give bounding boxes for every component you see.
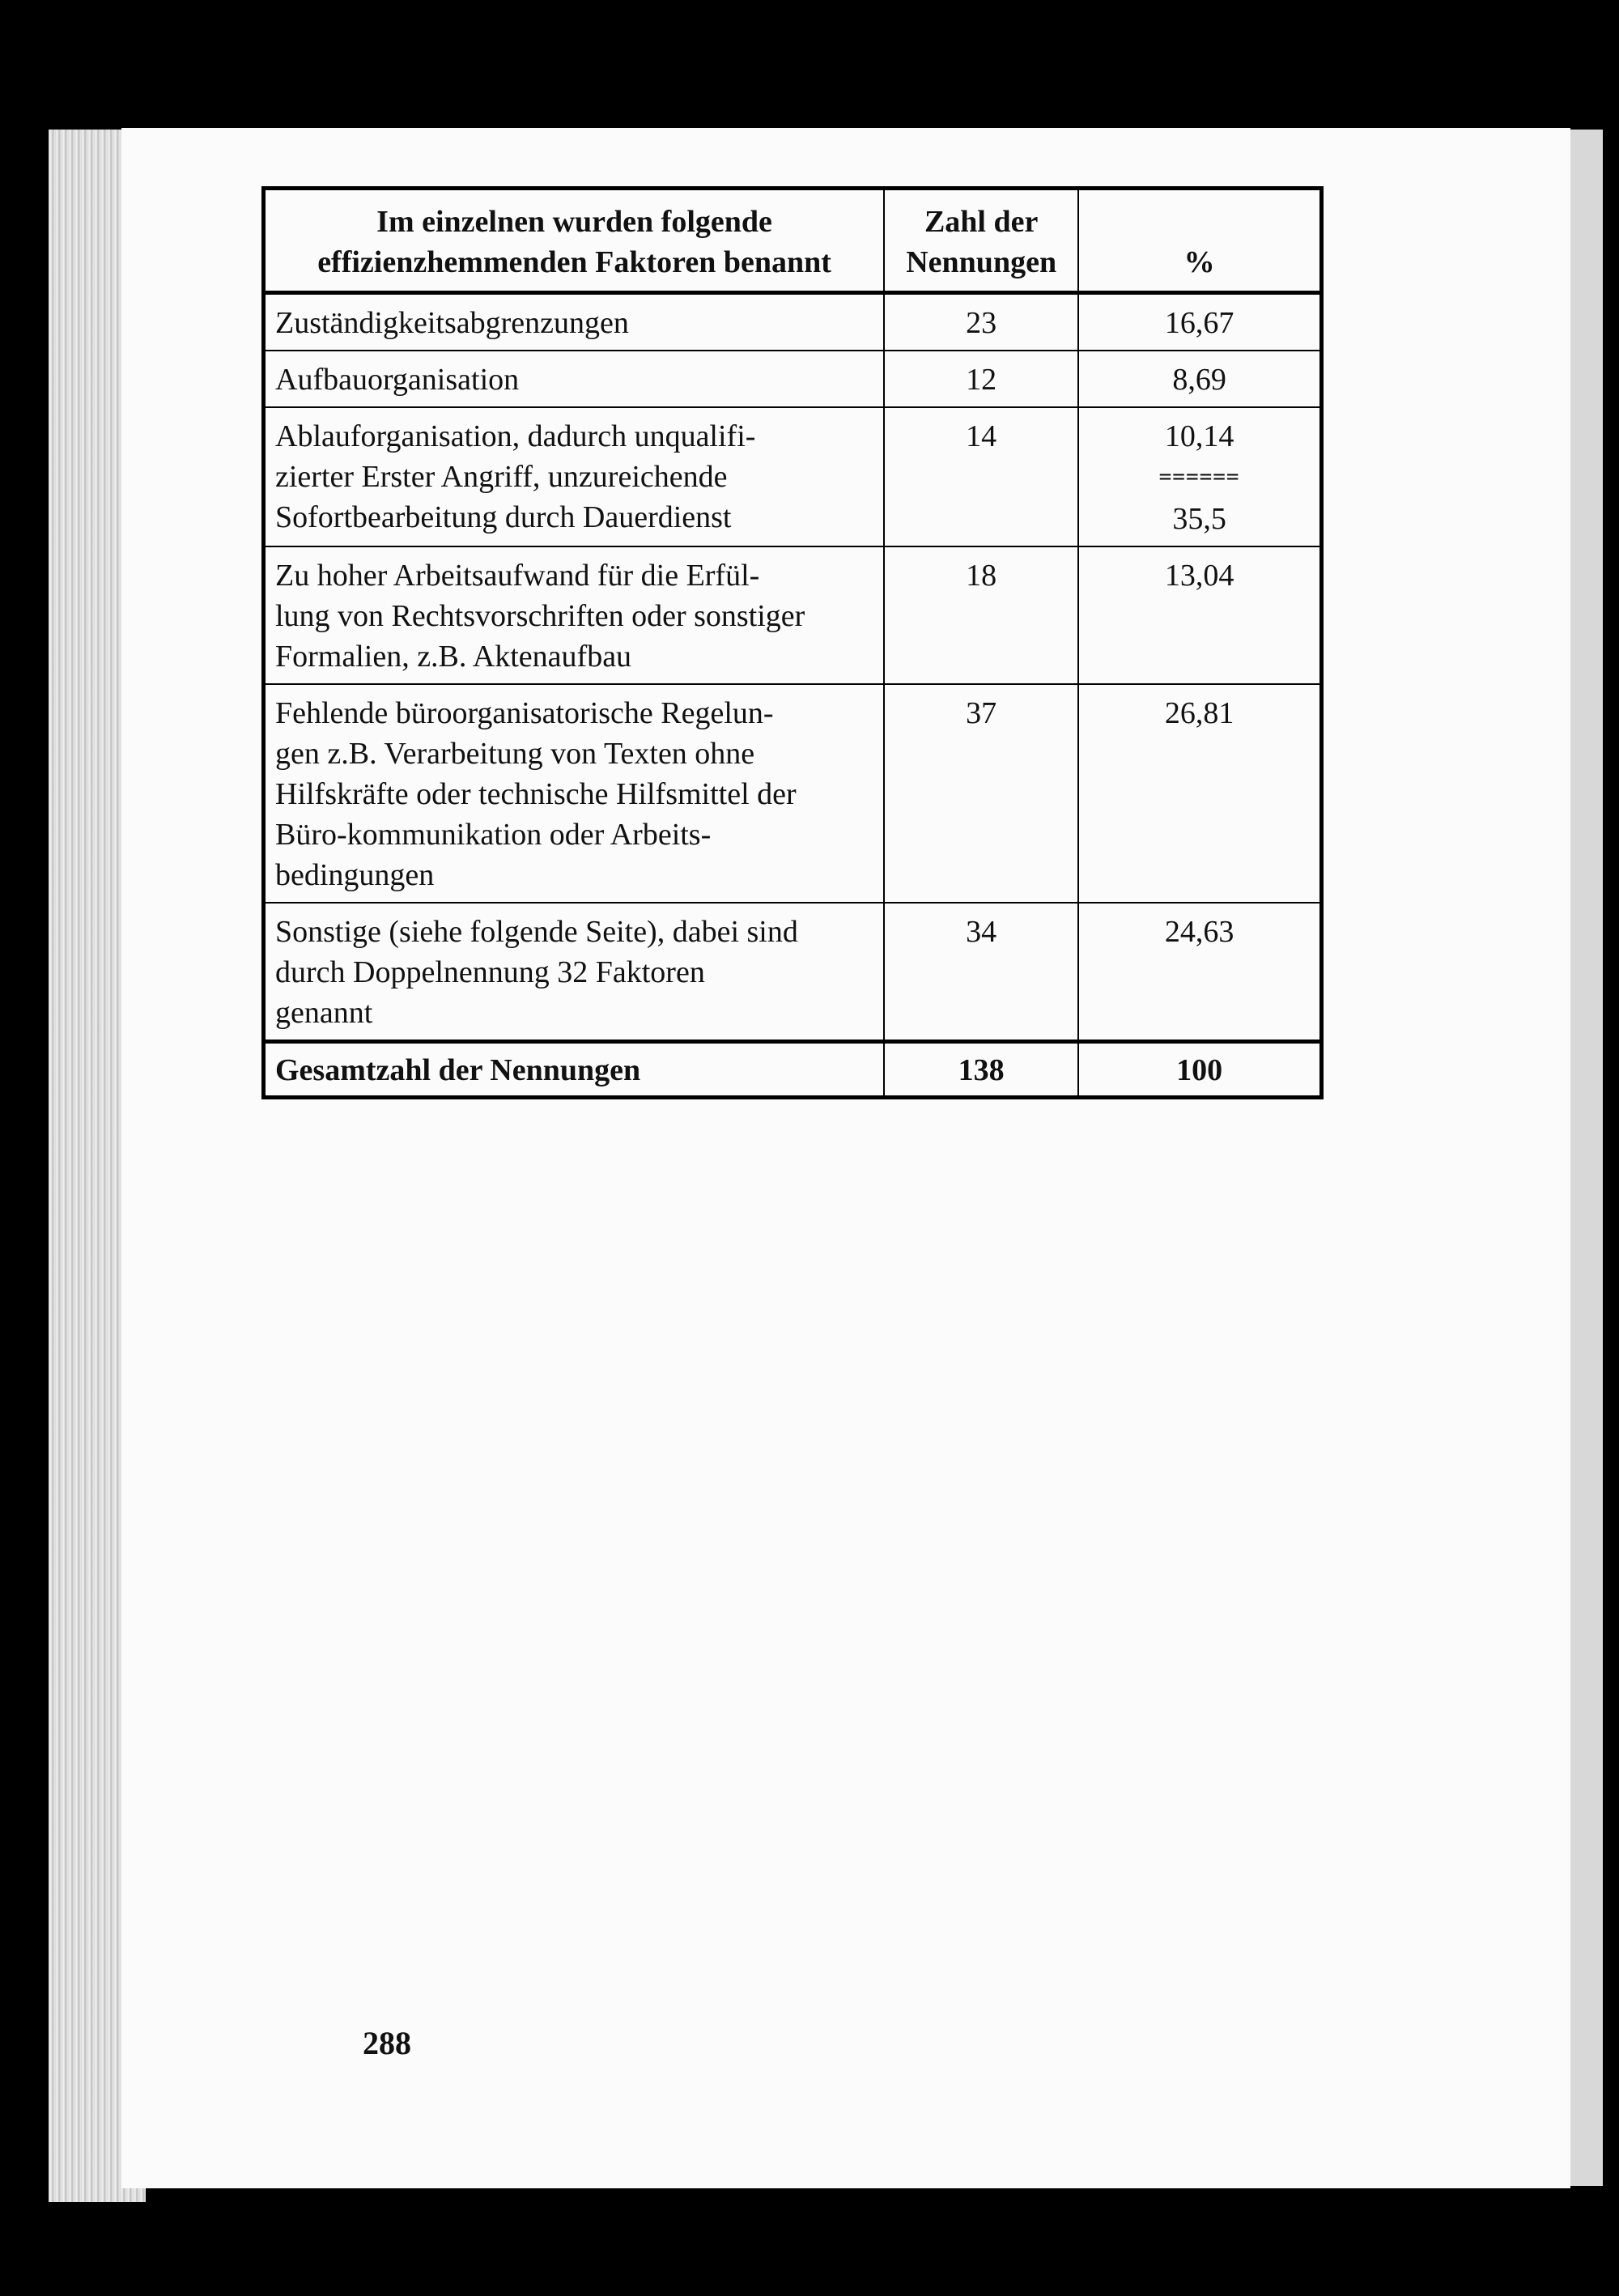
table-row (264, 903, 1322, 1042)
row-count: 12 (884, 351, 1078, 407)
header-percent: % (1078, 189, 1321, 293)
table-row (264, 293, 1322, 351)
total-count: 138 (884, 1042, 1078, 1098)
percent-value: 10,14 (1164, 419, 1234, 453)
row-description: Zuständigkeitsabgrenzungen (264, 293, 885, 351)
row-percent: 26,81 (1078, 684, 1321, 903)
header-description: Im einzelnen wurden folgende effizienzhemmenden Faktoren benannt (264, 189, 885, 293)
table-total-row (264, 1042, 1322, 1098)
factors-table (261, 186, 1324, 1099)
row-count: 18 (884, 546, 1078, 684)
table-row (264, 684, 1322, 903)
row-description: Sonstige (siehe folgende Seite), dabei sind durch Doppelnennung 32 Faktoren genannt (264, 903, 885, 1042)
factors-table-container (261, 186, 1324, 1099)
row-count: 14 (884, 407, 1078, 546)
row-description: Zu hoher Arbeitsaufwand für die Erfül- lung von Rechtsvorschriften oder sonstiger Formalien, z.B. Aktenaufbau (264, 546, 885, 684)
table-row (264, 546, 1322, 684)
row-count: 23 (884, 293, 1078, 351)
row-description: Ablauforganisation, dadurch unqualifi- zierter Erster Angriff, unzureichende Sofortbearbeitung durch Dauerdienst (264, 407, 885, 546)
row-percent: 8,69 (1078, 351, 1321, 407)
double-underline: ====== (1158, 465, 1240, 489)
row-count: 37 (884, 684, 1078, 903)
row-percent: 16,67 (1078, 293, 1321, 351)
next-page-edge (1570, 130, 1603, 2186)
table-header-row (264, 189, 1322, 293)
page-number: 288 (363, 2025, 411, 2061)
row-count: 34 (884, 903, 1078, 1042)
total-percent: 100 (1078, 1042, 1321, 1098)
header-count: Zahl der Nennungen (884, 189, 1078, 293)
subtotal-value: 35,5 (1172, 502, 1226, 536)
row-percent (1078, 407, 1321, 546)
table-row (264, 351, 1322, 407)
row-description: Aufbauorganisation (264, 351, 885, 407)
total-label: Gesamtzahl der Nennungen (264, 1042, 885, 1098)
table-row (264, 407, 1322, 546)
row-description: Fehlende büroorganisatorische Regelun- gen z.B. Verarbeitung von Texten ohne Hilfskräfte oder technische Hilfsmittel der Büro-kommunikation oder Arbeits- bedingungen (264, 684, 885, 903)
row-percent: 13,04 (1078, 546, 1321, 684)
row-percent: 24,63 (1078, 903, 1321, 1042)
